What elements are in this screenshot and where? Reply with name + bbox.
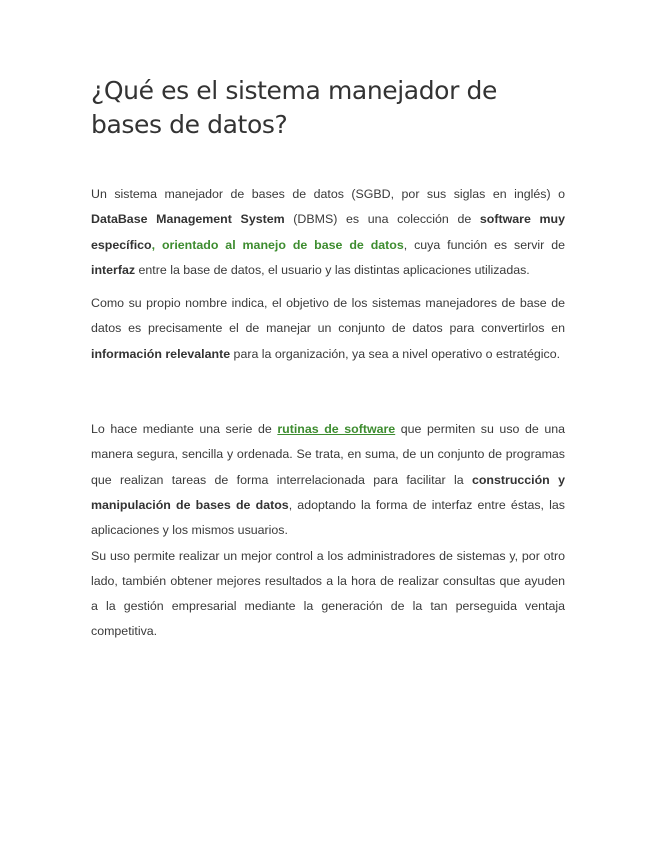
p1-text-2: (DBMS) es una colección de — [284, 212, 480, 227]
p2-bold-informacion: información relevalante — [91, 346, 231, 361]
p3-text-3: , adoptando la forma de interfaz entre éstas, las aplicaciones y los mismos usuarios. — [91, 497, 565, 538]
p3-bold-construccion: construcción y manipulación de bases de datos — [91, 472, 565, 512]
p1-bold-dbms: DataBase Management System — [91, 212, 285, 227]
p2-text-1: Como su propio nombre indica, el objetivo de los sistemas manejadores de base de datos es precisamente el de manejar un conjunto de datos para convertirlos en — [91, 296, 565, 336]
paragraph-routines — [91, 417, 565, 543]
p4-text-1: Su uso permite realizar un mejor control a los administradores de sistemas y, por otro lado, también obtener mejores resultados a la hora de realizar consultas que ayuden a la gestión empresarial mediante la generación de la tan perseguida ventaja competitiva. — [91, 548, 565, 639]
p2-text-2: para la organización, ya sea a nivel operativo o estratégico. — [230, 346, 561, 361]
document-page — [91, 74, 565, 645]
p1-text-1: Un sistema manejador de bases de datos (SGBD, por sus siglas en inglés) o — [91, 187, 565, 201]
p3-text-1: Lo hace mediante una serie de — [91, 422, 278, 437]
paragraph-intro — [91, 182, 565, 283]
rutinas-software-link[interactable]: rutinas de software — [277, 422, 396, 437]
p1-bold-interfaz: interfaz — [91, 262, 136, 277]
paragraph-objective — [91, 291, 565, 367]
page-title: ¿Qué es el sistema manejador de bases de datos? — [91, 76, 497, 139]
p1-bold-software: software muy específico — [91, 212, 566, 252]
p1-green-orientado: , orientado al manejo de base de datos — [151, 237, 404, 252]
p3-text-2: que permiten su uso de una manera segura, sencilla y ordenada. Se trata, en suma, de un conjunto de programas que realizan tareas de forma interrelacionada para facilitar la — [91, 422, 566, 487]
p1-text-3: , cuya función es servir de — [403, 237, 565, 252]
p1-text-4: entre la base de datos, el usuario y las distintas aplicaciones utilizadas. — [135, 262, 530, 277]
paragraph-usage — [91, 544, 565, 645]
